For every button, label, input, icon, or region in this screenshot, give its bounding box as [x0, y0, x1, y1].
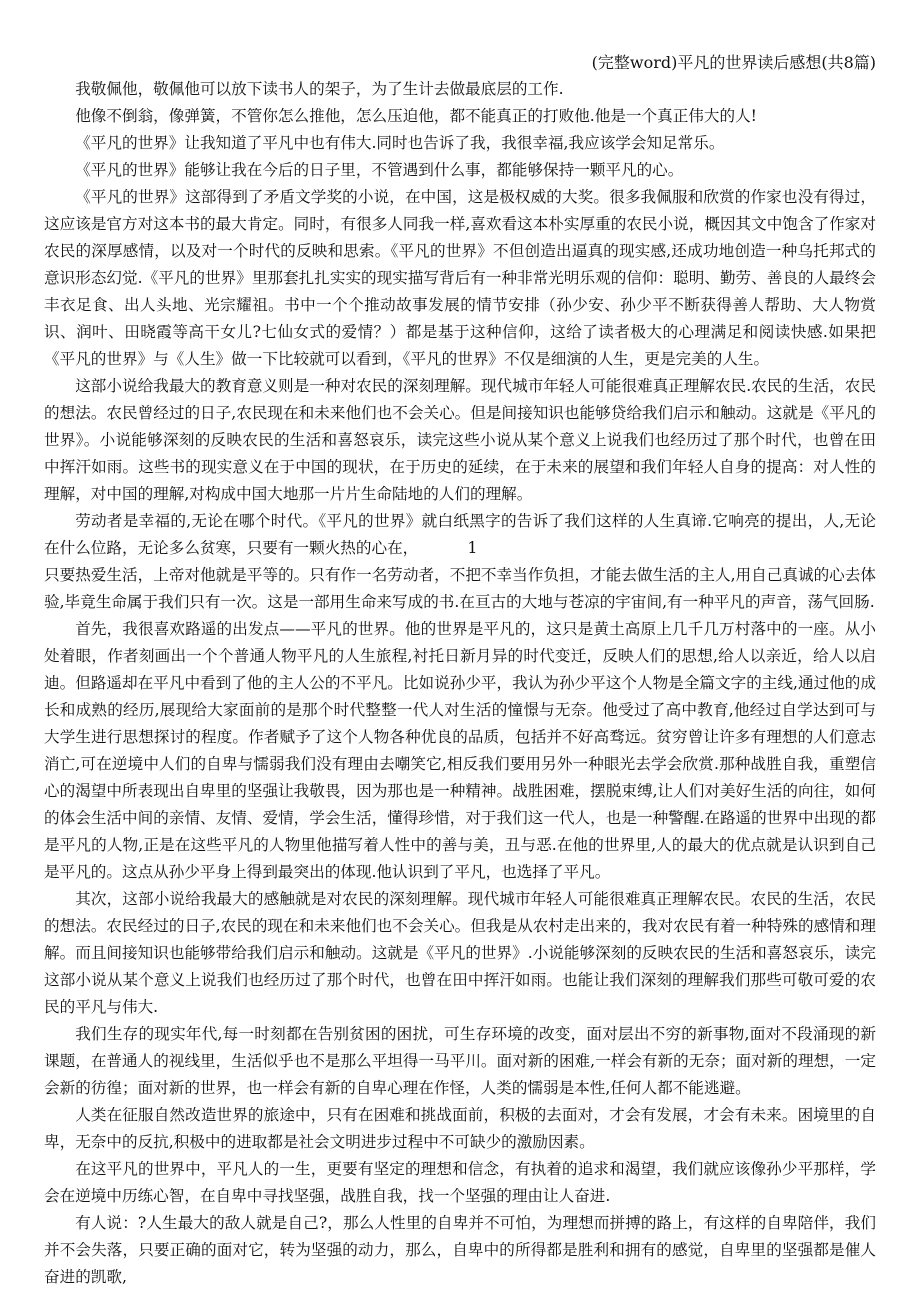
paragraph: 他像不倒翁，像弹簧，不管你怎么推他，怎么压迫他，都不能真正的打败他.他是一个真正伟大的人!	[75, 107, 757, 125]
paragraph: 有人说：?人生最大的敌人就是自己?，那么人性里的自卑并不可怕，为理想而拼搏的路上，有这样的自卑陪伴，我们并不会失落，只要正确的面对它，转为坚强的动力，那么，自卑中的所得都是胜利和拥有的感觉，自卑里的坚强都是催人奋进的凯歌,	[44, 1214, 876, 1286]
paragraph: 我敬佩他，敬佩他可以放下读书人的架子，为了生计去做最底层的工作.	[75, 80, 564, 98]
paragraph-continuation: 只要热爱生活，上帝对他就是平等的。只有作一名劳动者，不把不幸当作负担，才能去做生活的主人,用自己真诚的心去体验,毕竟生命属于我们只有一次。这是一部用生命来写成的书.在亘古的大地与苍凉的宇宙间,有一种平凡的声音，荡气回肠.	[44, 566, 876, 611]
paragraph: 我们生存的现实年代,每一时刻都在告别贫困的困扰，可生存环境的改变，面对层出不穷的新事物,面对不段涌现的新课题，在普通人的视线里，生活似乎也不是那么平坦得一马平川。面对新的困难,一样会有新的无奈；面对新的理想，一定会新的彷徨；面对新的世界，也一样会有新的自卑心理在作怪，人类的懦弱是本性,任何人都不能逃避。	[44, 1025, 876, 1097]
document-header-title: (完整word)平凡的世界读后感想(共8篇)	[591, 53, 876, 72]
paragraph: 人类在征服自然改造世界的旅途中，只有在困难和挑战面前，积极的去面对，才会有发展，才会有未来。困境里的自卑，无奈中的反抗,积极中的进取都是社会文明进步过程中不可缺少的激励因素。	[44, 1106, 876, 1151]
paragraph-text: 劳动者是幸福的,无论在哪个时代。《平凡的世界》就白纸黑字的告诉了我们这样的人生真谛.它响亮的提出，人,无论在什么位路，无论多么贫寒，只要有一颗火热的心在，	[44, 512, 876, 557]
paragraph: 《平凡的世界》让我知道了平凡中也有伟大.同时也告诉了我，我很幸福,我应该学会知足常乐。	[75, 134, 725, 152]
paragraph: 这部小说给我最大的教育意义则是一种对农民的深刻理解。现代城市年轻人可能很难真正理解农民.农民的生活，农民的想法。农民曾经过的日子,农民现在和未来他们也不会关心。但是间接知识也能够贷给我们启示和触动。这就是《平凡的世界》。小说能够深刻的反映农民的生活和喜怒哀乐，读完这些小说从某个意义上说我们也经历过了那个时代，也曾在田中挥汗如雨。这些书的现实意义在于中国的现状，在于历史的延续，在于未来的展望和我们年轻人自身的提高：对人性的理解，对中国的理解,对构成中国大地那一片片生命陆地的人们的理解。	[44, 377, 876, 503]
paragraph: 《平凡的世界》这部得到了矛盾文学奖的小说，在中国，这是极权威的大奖。很多我佩服和欣赏的作家也没有得过，这应该是官方对这本书的最大肯定。同时，有很多人同我一样,喜欢看这本朴实厚重的农民小说，概因其文中饱含了作家对农民的深厚感情，以及对一个时代的反映和思索。《平凡的世界》不但创造出逼真的现实感,还成功地创造一种乌托邦式的意识形态幻觉.《平凡的世界》里那套扎扎实实的现实描写背后有一种非常光明乐观的信仰：聪明、勤劳、善良的人最终会丰衣足食、出人头地、光宗耀祖。书中一个个推动故事发展的情节安排（孙少安、孙少平不断获得善人帮助、大人物赏识、润叶、田晓霞等高干女儿?七仙女式的爱情？）都是基于这种信仰，这给了读者极大的心理满足和阅读快感.如果把《平凡的世界》与《人生》做一下比较就可以看到，《平凡的世界》不仅是细演的人生，更是完美的人生。	[44, 188, 876, 368]
paragraph: 其次，这部小说给我最大的感触就是对农民的深刻理解。现代城市年轻人可能很难真正理解农民。农民的生活，农民的想法。农民经过的日子,农民的现在和未来他们也不会关心。但我是从农村走出来的，我对农民有着一种特殊的感情和理解。而且间接知识也能够带给我们启示和触动。这就是《平凡的世界》.小说能够深刻的反映农民的生活和喜怒哀乐，读完这部小说从某个意义上说我们也经历过了那个时代，也曾在田中挥汗如雨。也能让我们深刻的理解我们那些可敬可爱的农民的平凡与伟大.	[44, 890, 876, 1016]
paragraph-with-page-break	[44, 508, 876, 562]
page-number: 1	[467, 539, 478, 557]
paragraph: 在这平凡的世界中，平凡人的一生，更要有坚定的理想和信念，有执着的追求和渴望，我们就应该像孙少平那样，学会在逆境中历练心智，在自卑中寻找坚强，战胜自我，找一个坚强的理由让人奋进.	[44, 1160, 876, 1205]
document-body	[44, 76, 876, 1291]
paragraph: 首先，我很喜欢路遥的出发点——平凡的世界。他的世界是平凡的，这只是黄土高原上几千几万村落中的一座。从小处着眼，作者刻画出一个个普通人物平凡的人生旅程,衬托日新月异的时代变迁，反映人们的思想,给人以亲近，给人以启迪。但路遥却在平凡中看到了他的主人公的不平凡。比如说孙少平，我认为孙少平这个人物是全篇文字的主线,通过他的成长和成熟的经历,展现给大家面前的是那个时代整整一代人对生活的憧憬与无奈。他受过了高中教育,他经过自学达到可与大学生进行思想探讨的程度。作者赋予了这个人物各种优良的品质，包括并不好高骛远。贫穷曾让许多有理想的人们意志消亡,可在逆境中人们的自卑与懦弱我们没有理由去嘲笑它,相反我们要用另外一种眼光去学会欣赏.那种战胜自我，重塑信心的渴望中所表现出自卑里的坚强让我敬畏，因为那也是一种精神。战胜困难，摆脱束缚,让人们对美好生活的向往，如何的体会生活中间的亲情、友情、爱情，学会生活，懂得珍惜，对于我们这一代人，也是一种警醒.在路遥的世界中出现的都是平凡的人物,正是在这些平凡的人物里他描写着人性中的善与美，丑与恶.在他的世界里,人的最大的优点就是认识到自己是平凡的。这点从孙少平身上得到最突出的体现.他认识到了平凡，也选择了平凡。	[44, 620, 876, 881]
paragraph: 《平凡的世界》能够让我在今后的日子里，不管遇到什么事，都能够保持一颗平凡的心。	[75, 161, 684, 179]
